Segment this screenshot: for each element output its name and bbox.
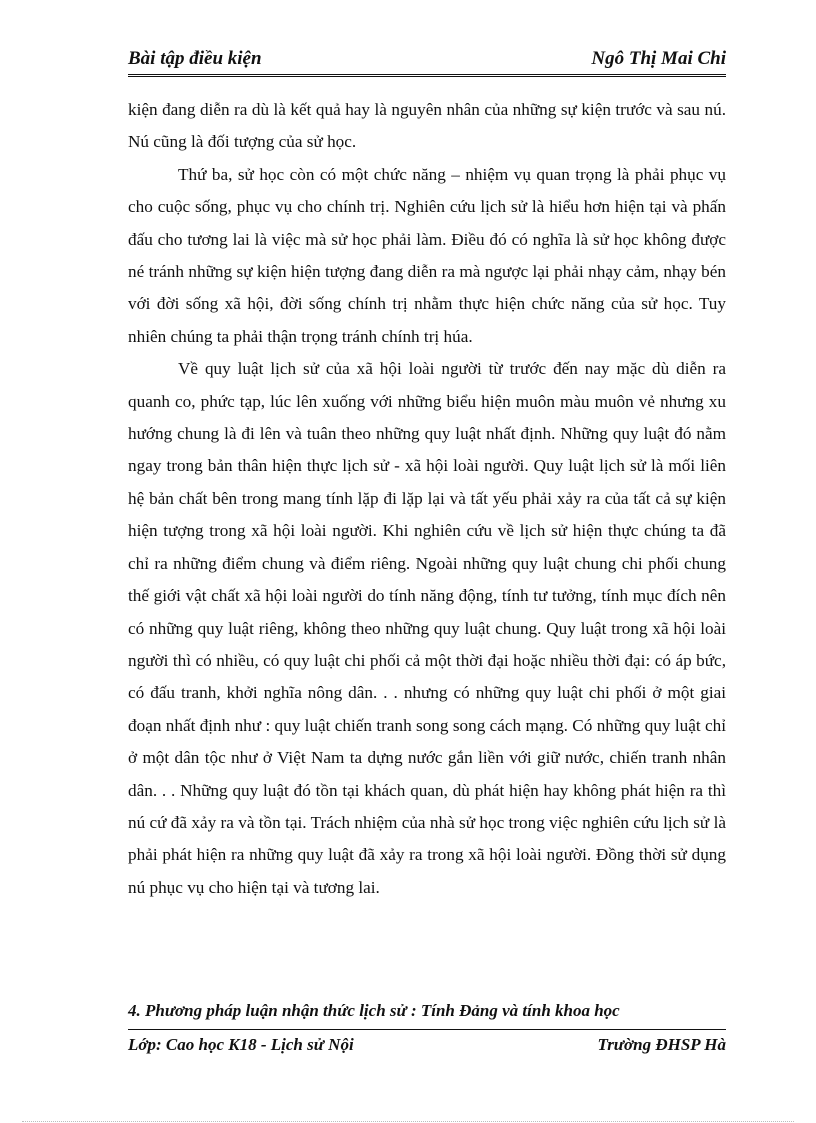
footer-divider [128, 1029, 726, 1030]
paragraph-continuation: kiện đang diễn ra dù là kết quả hay là nguyên nhân của những sự kiện trước và sau nú. Nú cũng là đối tượng của sử học. [128, 100, 726, 152]
body-text [128, 94, 726, 904]
section-heading: 4. Phương pháp luận nhận thức lịch sử : Tính Đảng và tính khoa học [128, 1001, 620, 1020]
footer-class-label: Lớp: Cao học K18 - Lịch sử Nội [128, 1035, 354, 1054]
footer-school-name: Trường ĐHSP Hà [597, 1035, 726, 1054]
paragraph-history-function: Thứ ba, sử học còn có một chức năng – nhiệm vụ quan trọng là phải phục vụ cho cuộc sống, phục vụ cho chính trị. Nghiên cứu lịch sử là hiểu hơn hiện tại và phấn đấu cho tương lai là việc mà sử học phải làm. Điều đó có nghĩa là sử học không được né tránh những sự kiện hiện tượng đang diễn ra mà ngược lại phải nhạy cảm, nhạy bén với đời sống xã hội, đời sống chính trị nhằm thực hiện chức năng của sử học. Tuy nhiên chúng ta phải thận trọng tránh chính trị húa. [128, 164, 726, 346]
header-author-name: Ngô Thị Mai Chi [591, 48, 726, 69]
header-course-title: Bài tập điều kiện [128, 48, 262, 69]
page-bottom-edge [22, 1121, 794, 1122]
paragraph-historical-laws: Về quy luật lịch sử của xã hội loài người từ trước đến nay mặc dù diễn ra quanh co, phức tạp, lúc lên xuống với những biểu hiện muôn màu muôn vẻ nhưng xu hướng chung là đi lên và tuân theo những quy luật nhất định. Những quy luật đó nằm ngay trong bản thân hiện thực lịch sử - xã hội loài người. Quy luật lịch sử là mối liên hệ bản chất bên trong mang tính lặp đi lặp lại và tất yếu phải xảy ra của tất cả sự kiện hiện tượng trong xã hội loài người. Khi nghiên cứu về lịch sử hiện thực chúng ta đã chỉ ra những điểm chung và điểm riêng. Ngoài những quy luật chung chi phối chung thế giới vật chất xã hội loài người do tính năng động, tính tư tưởng, tính mục đích nên có những quy luật riêng, không theo những quy luật chung. Quy luật trong xã hội loài người thì có nhiều, có quy luật chi phối cả một thời đại hoặc nhiều thời đại: có áp bức, có đấu tranh, khởi nghĩa nông dân. . . nhưng có những quy luật chi phối ở một giai đoạn nhất định như : quy luật chiến tranh song song cách mạng. Có những quy luật chỉ ở một dân tộc như ở Việt Nam ta dựng nước gắn liền với giữ nước, chiến tranh nhân dân. . . Những quy luật đó tồn tại khách quan, dù phát hiện hay không phát hiện ra thì nú cứ đã xảy ra và tồn tại. Trách nhiệm của nhà sử học trong việc nghiên cứu lịch sử là phải phát hiện ra những quy luật đã xảy ra trong xã hội loài người. Đồng thời sử dụng nú phục vụ cho hiện tại và tương lai. [128, 359, 726, 897]
page-header [128, 48, 726, 77]
